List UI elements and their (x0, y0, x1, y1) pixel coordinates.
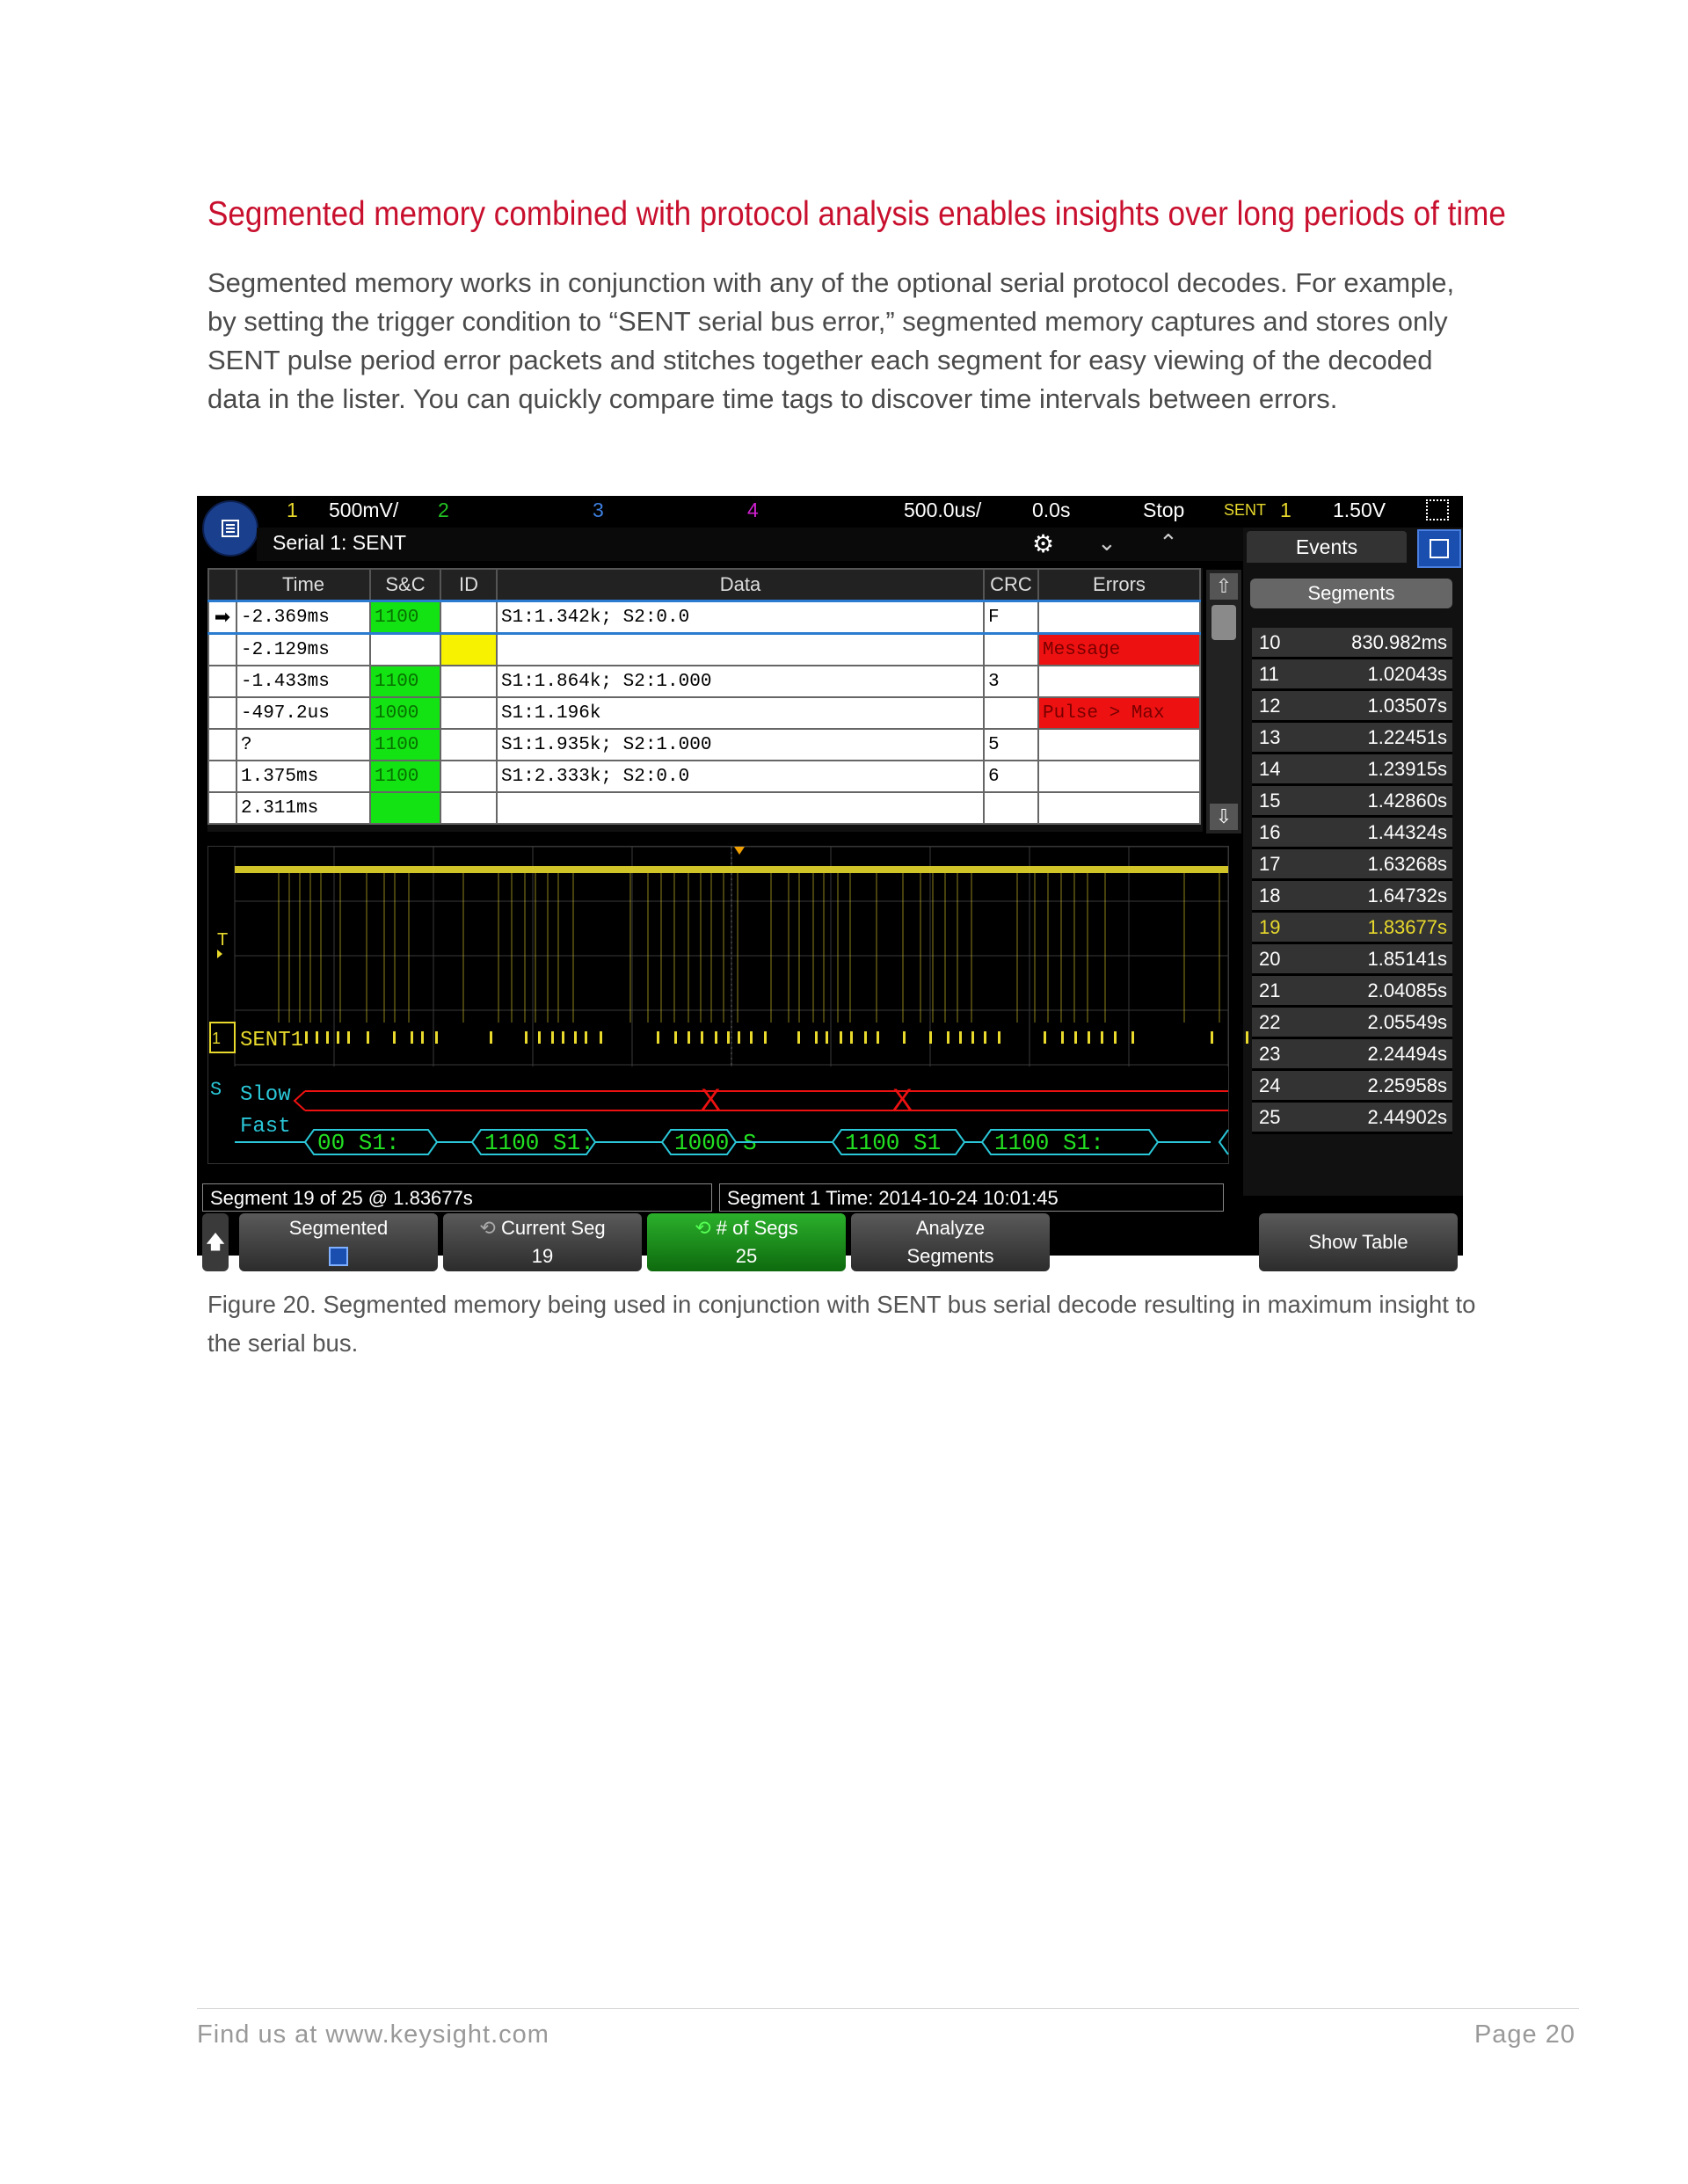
lister-header-time[interactable]: Time (236, 569, 370, 601)
cell-id (440, 634, 497, 666)
cell-crc: 6 (984, 761, 1038, 792)
segment-row[interactable] (1252, 628, 1452, 659)
bus-label: S (210, 1079, 222, 1101)
segment-row[interactable] (1252, 849, 1452, 881)
segment-number: 19 (1259, 916, 1281, 938)
cell-marker (208, 729, 236, 761)
table-row[interactable] (208, 761, 1200, 792)
segment-time: Segment 1 Time: 2014-10-24 10:01:45 (719, 1183, 1224, 1212)
lister-scrollbar[interactable] (1206, 570, 1241, 834)
slow-error-icon: X (892, 1083, 913, 1117)
rotate-knob-icon: ⟲ (479, 1217, 501, 1239)
cell-data: S1:1.935k; S2:1.000 (497, 729, 984, 761)
trigger-source: SENT (1224, 501, 1267, 519)
segment-row[interactable] (1252, 754, 1452, 786)
segmented-softkey[interactable] (239, 1213, 438, 1271)
cell-crc: F (984, 601, 1038, 634)
cell-crc (984, 792, 1038, 824)
analyze-label-2: Segments (906, 1245, 994, 1267)
segmented-label: Segmented (288, 1217, 389, 1239)
cell-time: 1.375ms (236, 761, 370, 792)
num-segs-value: 25 (735, 1245, 758, 1267)
sent-digital-waveform (305, 1031, 1248, 1044)
segment-number: 14 (1259, 758, 1281, 780)
segment-time: 2.04085s (1367, 979, 1447, 1001)
segment-time: 830.982ms (1351, 631, 1447, 653)
segment-time: 2.05549s (1367, 1011, 1447, 1033)
segment-number: 22 (1259, 1011, 1281, 1033)
fast-packet-label: 00 S1: (317, 1130, 400, 1156)
waveform-display[interactable] (207, 846, 1229, 1164)
scroll-thumb[interactable] (1211, 605, 1236, 640)
trigger-position-icon (734, 847, 745, 855)
segment-number: 12 (1259, 695, 1281, 717)
segment-number: 10 (1259, 631, 1281, 653)
segment-number: 13 (1259, 726, 1281, 748)
cell-crc (984, 634, 1038, 666)
cell-id (440, 792, 497, 824)
segment-row[interactable] (1252, 723, 1452, 754)
segment-number: 11 (1259, 663, 1279, 685)
cell-data: S1:2.333k; S2:0.0 (497, 761, 984, 792)
sent-channel-label: SENT1 (240, 1029, 304, 1052)
timebase: 500.0us/ (904, 499, 982, 521)
cell-time: ? (236, 729, 370, 761)
cell-error: Message (1038, 634, 1200, 666)
lister-header-marker (208, 569, 236, 601)
cell-marker (208, 792, 236, 824)
rotate-knob-icon: ⟲ (695, 1217, 717, 1239)
slow-channel-label: Slow (240, 1083, 291, 1107)
body-paragraph: Segmented memory works in conjunction with any of the optional serial protocol decodes. For example, by setting the trigger condition to “SENT serial bus error,” segmented memory captures and stores only SENT pulse period error packets and stitches together each segment for easy viewing of the decoded data in the lister. You can quickly compare time tags to discover time intervals between errors. (207, 267, 1455, 414)
segment-row[interactable] (1252, 1103, 1452, 1134)
slow-error-icon: X (701, 1083, 721, 1117)
segment-number: 23 (1259, 1043, 1281, 1065)
table-row[interactable] (208, 601, 1200, 634)
figure-caption: Figure 20. Segmented memory being used in conjunction with SENT bus serial decode resulting in maximum insight to the serial bus. (207, 1291, 1476, 1357)
num-segs-label: ⟲ # of Segs (695, 1217, 798, 1239)
fast-packet-label: 1000 S (674, 1130, 757, 1156)
cell-marker (208, 666, 236, 697)
show-table-softkey[interactable]: Show Table (1259, 1213, 1458, 1271)
cell-id (440, 601, 497, 634)
segment-time: 1.85141s (1367, 948, 1447, 970)
segment-time: 1.03507s (1367, 695, 1447, 717)
cell-error (1038, 666, 1200, 697)
ch1-indicator[interactable]: 1 (287, 499, 298, 521)
oscilloscope-screenshot (197, 496, 1463, 1267)
cell-data: S1:1.196k (497, 697, 984, 729)
segment-number: 20 (1259, 948, 1281, 970)
back-up-arrow-icon[interactable]: 🡅 (202, 1213, 229, 1271)
segment-row[interactable] (1252, 818, 1452, 849)
cell-time: -2.369ms (236, 601, 370, 634)
segment-number: 21 (1259, 979, 1281, 1001)
segment-time: 1.83677s (1367, 916, 1447, 938)
cell-crc (984, 697, 1038, 729)
segment-time: 1.44324s (1367, 821, 1447, 843)
segment-number: 25 (1259, 1106, 1281, 1128)
segment-time: 1.22451s (1367, 726, 1447, 748)
trigger-level: 1.50V (1333, 499, 1386, 521)
segment-time: 1.64732s (1367, 885, 1447, 906)
ch1-scale: 500mV/ (329, 499, 399, 521)
cell-time: -2.129ms (236, 634, 370, 666)
segment-time: 1.02043s (1367, 663, 1447, 685)
delay: 0.0s (1032, 499, 1071, 521)
cell-error (1038, 761, 1200, 792)
segment-number: 24 (1259, 1074, 1281, 1096)
cell-sc (370, 634, 440, 666)
lister-header-sc[interactable]: S&C (370, 569, 440, 601)
segment-time: 2.24494s (1367, 1043, 1447, 1065)
segment-time: 2.44902s (1367, 1106, 1447, 1128)
cell-marker (208, 634, 236, 666)
segment-time: 1.42860s (1367, 790, 1447, 812)
segment-number: 15 (1259, 790, 1281, 812)
cell-id (440, 729, 497, 761)
cell-error: Pulse > Max (1038, 697, 1200, 729)
table-row[interactable] (208, 697, 1200, 729)
cell-crc: 5 (984, 729, 1038, 761)
cell-sc (370, 792, 440, 824)
current-seg-label: ⟲ Current Seg (479, 1217, 606, 1239)
footer-divider (197, 2008, 1579, 2009)
analyze-segments-softkey[interactable] (851, 1213, 1050, 1271)
page-number: Page 20 (1473, 2020, 1575, 2049)
fast-channel-label: Fast (240, 1115, 291, 1139)
cell-marker (208, 761, 236, 792)
fast-packet-label: 1100 S1: (484, 1130, 594, 1156)
cell-time: -497.2us (236, 697, 370, 729)
cell-error (1038, 729, 1200, 761)
lister-table (207, 568, 1201, 825)
cell-data: S1:1.342k; S2:0.0 (497, 601, 984, 634)
trigger-level-marker: T (217, 930, 229, 950)
ch3-indicator[interactable]: 3 (593, 499, 604, 521)
segment-row[interactable] (1252, 913, 1452, 944)
cell-sc: 1100 (370, 601, 440, 634)
status-bar (197, 496, 1463, 526)
cell-id (440, 666, 497, 697)
fast-packet-label: 1100 S1 (845, 1130, 942, 1156)
cell-data: S1:1.864k; S2:1.000 (497, 666, 984, 697)
segment-time: 1.63268s (1367, 853, 1447, 875)
segment-row[interactable] (1252, 691, 1452, 723)
table-row[interactable] (208, 792, 1200, 824)
segment-row[interactable] (1252, 1008, 1452, 1039)
ch2-indicator[interactable]: 2 (438, 499, 449, 521)
row-selected-arrow-icon: ➡ (208, 601, 236, 634)
segment-number: 17 (1259, 853, 1281, 875)
segment-row[interactable] (1252, 1039, 1452, 1071)
table-row[interactable] (208, 666, 1200, 697)
segment-row[interactable] (1252, 976, 1452, 1008)
segment-row[interactable] (1252, 659, 1452, 691)
select-region-icon[interactable] (1426, 499, 1449, 521)
trigger-channel: 1 (1280, 499, 1291, 521)
cell-data (497, 634, 984, 666)
section-heading: Segmented memory combined with protocol analysis enables insights over long periods of time (207, 195, 1506, 233)
cell-time: -1.433ms (236, 666, 370, 697)
segment-row[interactable] (1252, 944, 1452, 976)
cell-sc: 1100 (370, 761, 440, 792)
current-seg-value: 19 (531, 1245, 554, 1267)
segmented-checkbox[interactable] (239, 1245, 438, 1271)
scroll-down-arrow-icon[interactable]: ⇩ (1210, 804, 1238, 830)
fast-packet-label: 1100 S1: (994, 1130, 1104, 1156)
chevron-down-icon[interactable]: ⌄ (1097, 529, 1117, 556)
cell-sc: 1100 (370, 666, 440, 697)
cell-marker (208, 697, 236, 729)
lister-header-crc[interactable]: CRC (984, 569, 1038, 601)
lister-header-data[interactable]: Data (497, 569, 984, 601)
serial-lister (207, 568, 1203, 832)
segment-number: 18 (1259, 885, 1281, 906)
ch1-marker-label: 1 (212, 1030, 222, 1047)
cell-error (1038, 792, 1200, 824)
gear-icon[interactable]: ⚙ (1032, 530, 1055, 557)
segment-time: 1.23915s (1367, 758, 1447, 780)
chevron-up-icon[interactable]: ⌃ (1159, 529, 1178, 556)
segment-info: Segment 19 of 25 @ 1.83677s (202, 1183, 712, 1212)
cell-error (1038, 601, 1200, 634)
main-menu-button[interactable] (202, 500, 258, 557)
events-tab[interactable]: Events (1247, 531, 1407, 563)
segment-row[interactable] (1252, 881, 1452, 913)
cell-sc: 1100 (370, 729, 440, 761)
analyze-label: Analyze (915, 1217, 986, 1239)
lister-header-id[interactable]: ID (440, 569, 497, 601)
run-state: Stop (1143, 499, 1185, 521)
current-seg-softkey[interactable] (443, 1213, 642, 1271)
events-menu-icon[interactable] (1417, 529, 1461, 568)
segment-row[interactable] (1252, 786, 1452, 818)
cell-id (440, 761, 497, 792)
segment-number: 16 (1259, 821, 1281, 843)
serial-title: Serial 1: SENT (273, 531, 407, 554)
cell-sc: 1000 (370, 697, 440, 729)
scroll-up-arrow-icon[interactable]: ⇧ (1210, 573, 1238, 600)
table-row[interactable] (208, 634, 1200, 666)
segments-button[interactable]: Segments (1250, 579, 1452, 608)
cell-crc: 3 (984, 666, 1038, 697)
cell-data (497, 792, 984, 824)
cell-time: 2.311ms (236, 792, 370, 824)
cell-id (440, 697, 497, 729)
table-row[interactable] (208, 729, 1200, 761)
segment-row[interactable] (1252, 1071, 1452, 1103)
fast-bus-trace (235, 1130, 1228, 1156)
footer-website[interactable]: Find us at www.keysight.com (197, 2020, 549, 2049)
lister-header-errors[interactable]: Errors (1038, 569, 1200, 601)
num-segs-softkey[interactable] (647, 1213, 846, 1271)
menu-icon (222, 520, 239, 537)
segment-time: 2.25958s (1367, 1074, 1447, 1096)
ch4-indicator[interactable]: 4 (747, 499, 759, 521)
